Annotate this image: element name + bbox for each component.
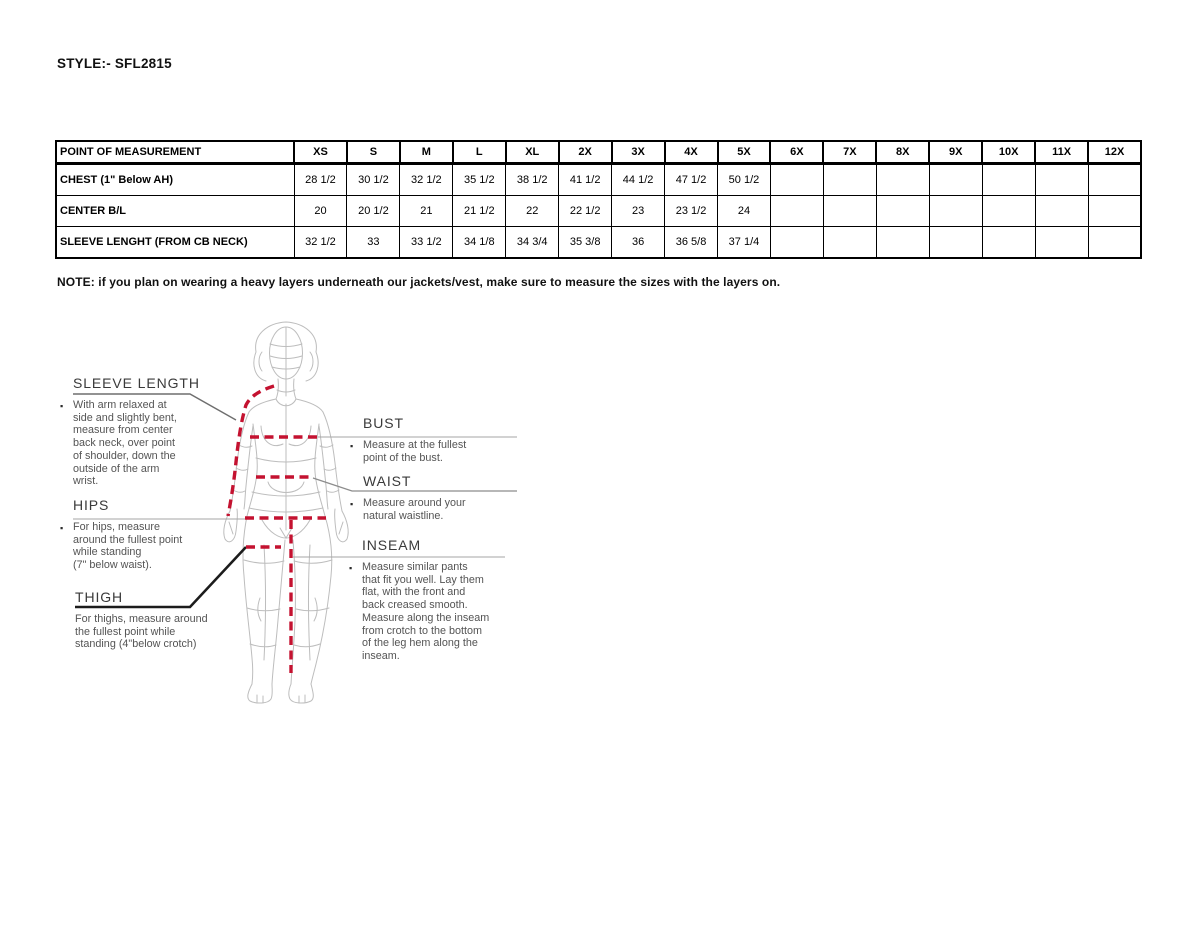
size-cell: 38 1/2: [506, 164, 559, 196]
column-header-3x: 3X: [612, 141, 665, 164]
size-cell: [823, 164, 876, 196]
hips-description: [60, 521, 231, 572]
size-cell: 32 1/2: [294, 227, 347, 259]
size-cell: [929, 227, 982, 259]
sleeve-length-description: [60, 399, 231, 488]
size-cell: 21: [400, 196, 453, 227]
table-row: [56, 164, 1141, 196]
description-line: back creased smooth.: [362, 599, 468, 612]
description-line: measure from center: [73, 424, 173, 437]
column-header-xs: XS: [294, 141, 347, 164]
size-cell: [770, 196, 823, 227]
thigh-section: [75, 589, 245, 651]
size-cell: [929, 196, 982, 227]
description-lines: [73, 399, 231, 488]
size-cell: 23: [612, 196, 665, 227]
description-line: the fullest point while: [75, 625, 176, 638]
size-cell: [770, 227, 823, 259]
description-line: side and slightly bent,: [73, 411, 177, 424]
description-lines: [362, 561, 520, 663]
sleeve-measure-line: [228, 386, 274, 516]
column-header-4x: 4X: [665, 141, 718, 164]
description-line: of the leg hem along the: [362, 637, 478, 650]
size-cell: [1088, 164, 1141, 196]
size-cell: [982, 227, 1035, 259]
thigh-heading: THIGH: [75, 589, 124, 605]
column-header-12x: 12X: [1088, 141, 1141, 164]
size-cell: 21 1/2: [453, 196, 506, 227]
size-cell: 36 5/8: [665, 227, 718, 259]
description-line: around the fullest point: [73, 533, 183, 546]
column-header-7x: 7X: [823, 141, 876, 164]
description-lines: [363, 497, 521, 522]
description-line: Measure along the inseam: [362, 611, 490, 624]
description-line: back neck, over point: [73, 437, 176, 450]
size-cell: 33: [347, 227, 400, 259]
bullet-icon: ▪: [60, 523, 64, 533]
size-cell: [823, 227, 876, 259]
size-table-body: [56, 164, 1141, 259]
description-line: For thighs, measure around: [75, 613, 208, 625]
bust-heading: BUST: [363, 415, 404, 431]
size-cell: 34 1/8: [453, 227, 506, 259]
column-header-9x: 9X: [929, 141, 982, 164]
size-cell: 28 1/2: [294, 164, 347, 196]
thigh-description: [75, 613, 245, 651]
column-header-6x: 6X: [770, 141, 823, 164]
description-line: Measure at the fullest: [363, 439, 467, 451]
size-table: [55, 140, 1142, 259]
column-header-2x: 2X: [559, 141, 612, 164]
size-cell: 24: [718, 196, 771, 227]
description-line: standing (4"below crotch): [75, 638, 197, 651]
size-cell: 30 1/2: [347, 164, 400, 196]
size-cell: 47 1/2: [665, 164, 718, 196]
size-cell: 32 1/2: [400, 164, 453, 196]
row-label: CHEST (1" Below AH): [56, 164, 294, 196]
size-cell: [1035, 227, 1088, 259]
column-header-m: M: [400, 141, 453, 164]
waist-section: [350, 473, 521, 522]
bullet-icon: ▪: [60, 401, 64, 411]
description-line: natural waistline.: [363, 509, 444, 522]
note-text: NOTE: if you plan on wearing a heavy layers underneath our jackets/vest, make sure to measure the sizes with the layers on.: [57, 275, 781, 289]
description-line: while standing: [73, 546, 142, 559]
size-cell: 33 1/2: [400, 227, 453, 259]
size-cell: [876, 227, 929, 259]
row-label: CENTER B/L: [56, 196, 294, 227]
bullet-icon: ▪: [349, 563, 353, 573]
bust-section: [350, 415, 521, 464]
waist-heading: WAIST: [363, 473, 412, 489]
size-cell: [1035, 196, 1088, 227]
description-line: Measure similar pants: [362, 561, 468, 573]
table-row: [56, 196, 1141, 227]
size-cell: 35 3/8: [559, 227, 612, 259]
description-line: For hips, measure: [73, 521, 161, 533]
column-header-l: L: [453, 141, 506, 164]
size-cell: [1035, 164, 1088, 196]
column-header-8x: 8X: [876, 141, 929, 164]
description-line: that fit you well. Lay them: [362, 573, 484, 586]
size-cell: 20 1/2: [347, 196, 400, 227]
row-label: SLEEVE LENGHT (FROM CB NECK): [56, 227, 294, 259]
size-cell: [770, 164, 823, 196]
description-line: Measure around your: [363, 497, 466, 509]
hips-heading: HIPS: [73, 497, 110, 513]
table-row: [56, 227, 1141, 259]
hips-section: [60, 497, 231, 572]
size-cell: 23 1/2: [665, 196, 718, 227]
description-line: wrist.: [73, 475, 99, 488]
description-line: from crotch to the bottom: [362, 624, 483, 637]
size-cell: 37 1/4: [718, 227, 771, 259]
column-header-s: S: [347, 141, 400, 164]
column-header-5x: 5X: [718, 141, 771, 164]
size-cell: 41 1/2: [559, 164, 612, 196]
size-table-header-row: [56, 141, 1141, 164]
column-header-10x: 10X: [982, 141, 1035, 164]
description-line: (7" below waist).: [73, 559, 152, 572]
size-cell: 35 1/2: [453, 164, 506, 196]
bullet-icon: ▪: [350, 441, 354, 451]
size-cell: [1088, 227, 1141, 259]
page-title: STYLE:- SFL2815: [57, 56, 172, 71]
size-cell: [982, 196, 1035, 227]
inseam-heading: INSEAM: [362, 537, 422, 553]
description-lines: [363, 439, 521, 464]
size-cell: [876, 164, 929, 196]
description-line: flat, with the front and: [362, 586, 466, 599]
size-cell: [1088, 196, 1141, 227]
sleeve-length-heading: SLEEVE LENGTH: [73, 375, 200, 391]
description-lines: [75, 613, 245, 651]
size-cell: 44 1/2: [612, 164, 665, 196]
size-cell: 50 1/2: [718, 164, 771, 196]
size-cell: 20: [294, 196, 347, 227]
description-line: point of the bust.: [363, 451, 443, 464]
description-lines: [73, 521, 231, 572]
size-cell: 22: [506, 196, 559, 227]
size-cell: [982, 164, 1035, 196]
waist-description: [350, 497, 521, 522]
bullet-icon: ▪: [350, 499, 354, 509]
column-header-11x: 11X: [1035, 141, 1088, 164]
description-line: of shoulder, down the: [73, 449, 176, 462]
column-header-point-of-measurement: POINT OF MEASUREMENT: [56, 141, 294, 164]
size-cell: 36: [612, 227, 665, 259]
size-cell: [876, 196, 929, 227]
inseam-description: [349, 561, 520, 663]
size-cell: 22 1/2: [559, 196, 612, 227]
sleeve-length-section: [60, 375, 231, 488]
description-line: With arm relaxed at: [73, 399, 167, 411]
inseam-section: [349, 537, 520, 663]
description-line: outside of the arm: [73, 462, 160, 475]
description-line: inseam.: [362, 649, 400, 662]
size-cell: 34 3/4: [506, 227, 559, 259]
column-header-xl: XL: [506, 141, 559, 164]
size-cell: [929, 164, 982, 196]
size-cell: [823, 196, 876, 227]
size-table-head: [56, 141, 1141, 164]
bust-description: [350, 439, 521, 464]
